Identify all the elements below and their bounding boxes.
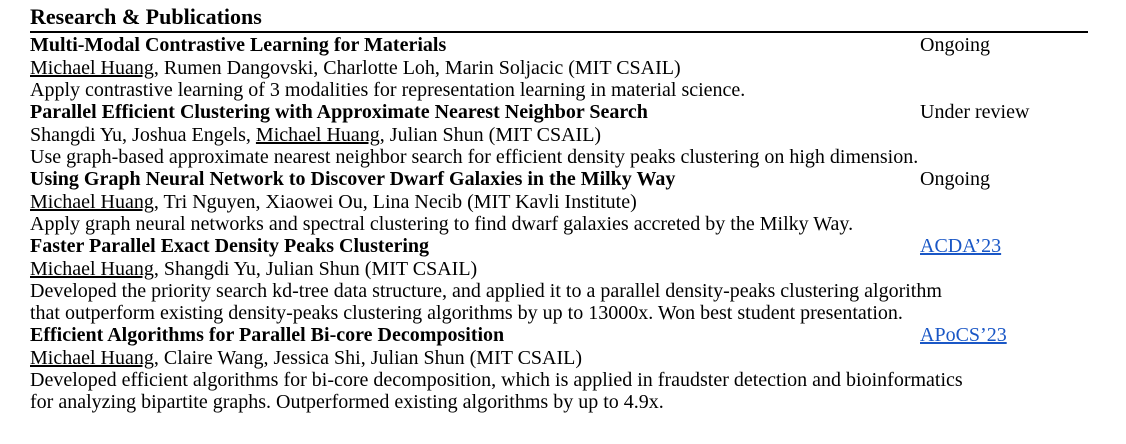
publication-status: Ongoing [920,168,990,190]
publication-description-line: for analyzing bipartite graphs. Outperformed existing algorithms by up to 4.9x. [30,391,664,413]
authors-after: , Julian Shun (MIT CSAIL) [379,124,602,146]
publication-venue-cell [920,324,1030,347]
publication-description-line: Apply graph neural networks and spectral clustering to find dwarf galaxies accreted by the Milky Way. [30,213,854,235]
publication-header-row [30,168,1030,191]
publication-header-row [30,101,1030,124]
publication-description-line: Developed the priority search kd-tree data structure, and applied it to a parallel density-peaks clustering algorithm [30,280,942,302]
research-publications-section [30,4,1086,413]
publication-header-row [30,235,1030,258]
publication-title: Multi-Modal Contrastive Learning for Materials [30,34,447,56]
highlighted-author: Michael Huang [30,347,154,369]
publication-venue-link[interactable]: APoCS’23 [920,324,1007,346]
highlighted-author: Michael Huang [30,258,154,280]
publication-authors [30,258,1086,280]
authors-after: , Rumen Dangovski, Charlotte Loh, Marin Soljacic (MIT CSAIL) [153,57,681,79]
publication-authors [30,57,1086,79]
publication-entry [30,168,1086,235]
publication-description-line: Use graph-based approximate nearest neighbor search for efficient density peaks clustering on high dimension. [30,146,919,168]
authors-before: Shangdi Yu, Joshua Engels, [30,124,256,146]
publication-entry [30,324,1086,413]
publication-entry [30,101,1086,168]
publication-list [30,34,1086,413]
publication-header-row [30,34,1030,57]
publication-description-line: that outperform existing density-peaks clustering algorithms by up to 13000x. Won best student presentation. [30,302,903,324]
publication-authors [30,347,1086,369]
publication-authors [30,124,1086,146]
publication-authors [30,191,1086,213]
publication-title: Efficient Algorithms for Parallel Bi-core Decomposition [30,324,505,346]
publication-entry [30,235,1086,324]
authors-after: , Tri Nguyen, Xiaowei Ou, Lina Necib (MIT Kavli Institute) [153,191,637,213]
highlighted-author: Michael Huang [30,57,154,79]
publication-entry [30,34,1086,101]
publication-description-line: Developed efficient algorithms for bi-core decomposition, which is applied in fraudster detection and bioinformatics [30,369,963,391]
highlighted-author: Michael Huang [255,124,380,146]
publication-venue-link[interactable]: ACDA’23 [920,235,1002,257]
authors-after: , Claire Wang, Jessica Shi, Julian Shun (MIT CSAIL) [153,347,583,369]
highlighted-author: Michael Huang [30,191,154,213]
publication-venue-cell [920,235,1030,258]
publication-title: Parallel Efficient Clustering with Approximate Nearest Neighbor Search [30,101,648,123]
publication-status: Ongoing [920,34,990,56]
section-title: Research & Publications [30,4,262,29]
publication-status: Under review [920,101,1030,123]
publication-description-line: Apply contrastive learning of 3 modalities for representation learning in material science. [30,79,746,101]
section-divider [30,31,1088,33]
authors-after: , Shangdi Yu, Julian Shun (MIT CSAIL) [153,258,478,280]
publication-title: Faster Parallel Exact Density Peaks Clustering [30,235,430,257]
publication-title: Using Graph Neural Network to Discover Dwarf Galaxies in the Milky Way [30,168,676,190]
publication-header-row [30,324,1030,347]
